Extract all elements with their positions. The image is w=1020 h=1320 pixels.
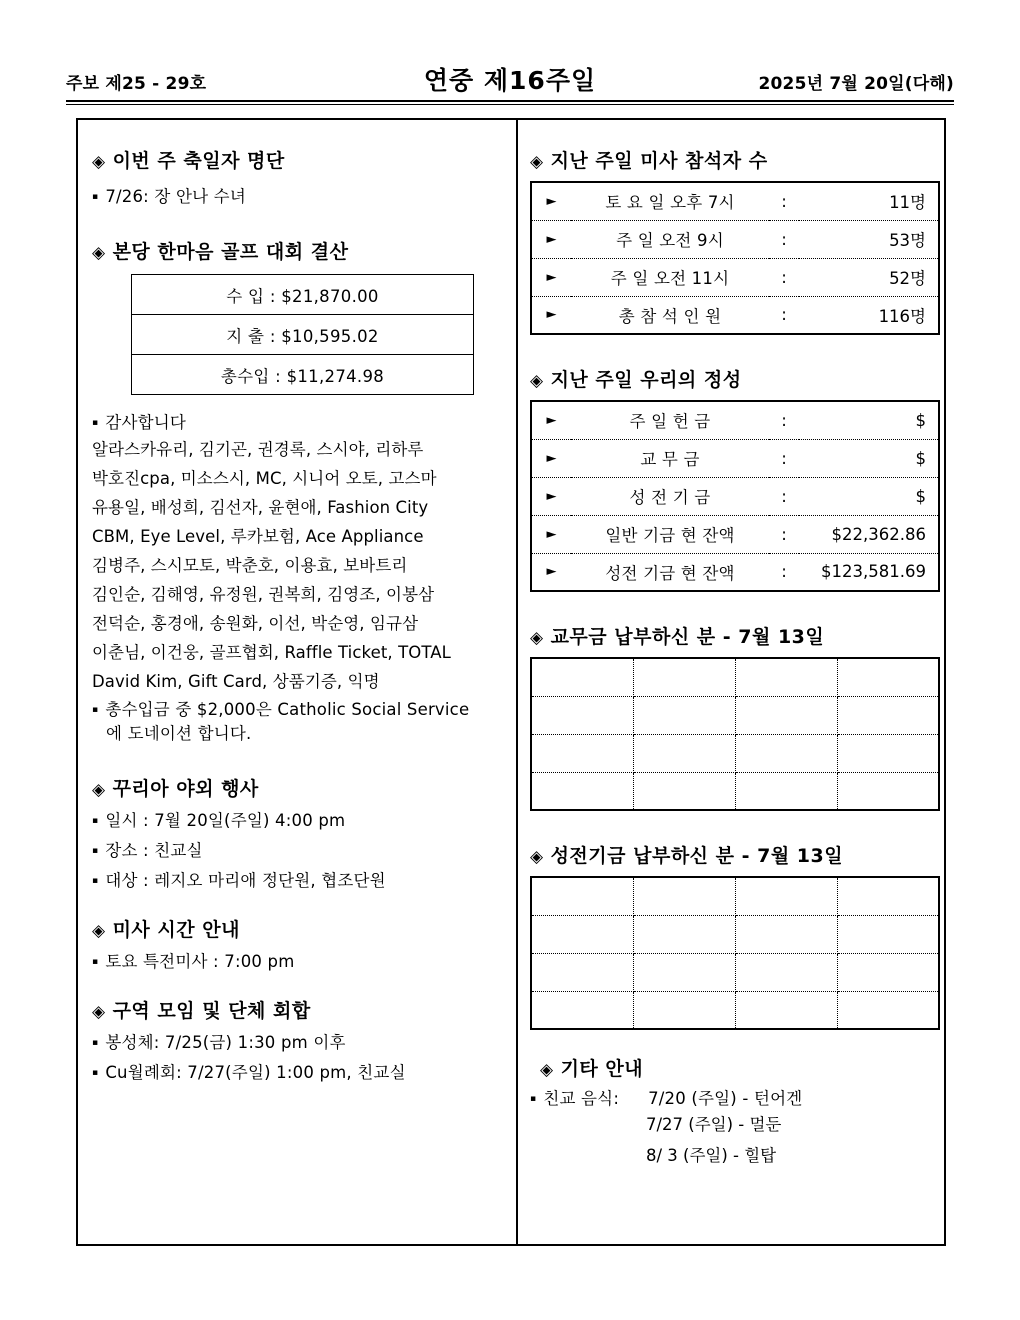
offering-value-1: $	[799, 439, 939, 477]
section-heading-mass-time	[92, 915, 502, 942]
grid-cell[interactable]	[531, 953, 633, 991]
list-item	[92, 837, 502, 861]
donor-line-0: 알라스카유리, 김기곤, 권경록, 스시야, 리하루	[92, 440, 424, 459]
table-row	[531, 515, 939, 553]
table-row	[531, 991, 939, 1029]
triangle-marker-icon: ►	[546, 412, 557, 428]
grid-cell[interactable]	[735, 696, 837, 734]
table-row	[132, 315, 474, 355]
square-bullet-icon: ▪	[92, 1038, 99, 1048]
thanks-label: 감사합니다	[105, 413, 187, 432]
list-item	[92, 183, 502, 207]
grid-cell[interactable]	[633, 658, 735, 696]
golf-result-table	[131, 274, 474, 395]
offering-table	[530, 400, 940, 592]
section-heading-offering	[530, 365, 934, 392]
grid-cell[interactable]	[633, 915, 735, 953]
curia-item-2: 대상 : 레지오 마리애 정단원, 협조단원	[105, 871, 386, 890]
table-row	[531, 401, 939, 439]
grid-cell[interactable]	[837, 991, 939, 1029]
donor-line-6: 전덕순, 홍경애, 송원화, 이선, 박순영, 임규삼	[92, 614, 419, 633]
grid-cell[interactable]	[531, 658, 633, 696]
diamond-icon: ◈	[92, 243, 106, 263]
grid-cell[interactable]	[837, 953, 939, 991]
section-title-mass-time: 미사 시간 안내	[112, 919, 240, 941]
attendance-value-1: 53명	[799, 220, 939, 258]
golf-row-net: 총수입 : $11,274.98	[132, 355, 474, 395]
meeting-item-0: 봉성체: 7/25(금) 1:30 pm 이후	[105, 1033, 346, 1052]
grid-cell[interactable]	[837, 696, 939, 734]
square-bullet-icon: ▪	[530, 1094, 537, 1104]
offering-label-3: 일반 기금 현 잔액	[571, 515, 769, 553]
thanks-label-row	[92, 409, 502, 433]
donor-line-8: David Kim, Gift Card, 상품기증, 익명	[92, 672, 380, 691]
meeting-item-1: Cu월례회: 7/27(주일) 1:00 pm, 친교실	[105, 1063, 406, 1082]
section-title-etc: 기타 안내	[560, 1058, 644, 1080]
diamond-icon: ◈	[540, 1060, 554, 1080]
attendance-label-1: 주 일 오전 9시	[571, 220, 769, 258]
table-row	[531, 439, 939, 477]
attendance-value-2: 52명	[799, 258, 939, 296]
diamond-icon: ◈	[92, 780, 106, 800]
page-header	[66, 58, 954, 94]
section-heading-feast	[92, 146, 502, 173]
temple-fund-payer-grid	[530, 876, 940, 1030]
feast-item-0: 7/26: 장 안나 수녀	[105, 187, 246, 206]
table-row	[531, 296, 939, 334]
offering-label-2: 성 전 기 금	[571, 477, 769, 515]
attendance-label-2: 주 일 오전 11시	[571, 258, 769, 296]
diamond-icon: ◈	[92, 921, 106, 941]
grid-cell[interactable]	[531, 991, 633, 1029]
grid-cell[interactable]	[633, 772, 735, 810]
attendance-colon-0: :	[781, 191, 787, 211]
section-title-attendance: 지난 주일 미사 참석자 수	[550, 150, 768, 172]
bulletin-body-frame	[76, 118, 946, 1246]
attendance-colon-1: :	[769, 220, 799, 258]
grid-cell[interactable]	[531, 696, 633, 734]
table-row	[132, 275, 474, 315]
etc-schedule-2: 8/ 3 (주일) - 힐탑	[646, 1146, 777, 1165]
grid-cell[interactable]	[837, 877, 939, 915]
table-row	[531, 953, 939, 991]
table-row	[531, 877, 939, 915]
list-item	[92, 807, 502, 831]
list-item	[92, 1029, 502, 1053]
grid-cell[interactable]	[735, 915, 837, 953]
list-item	[530, 1085, 934, 1109]
square-bullet-icon: ▪	[92, 705, 99, 715]
donation-note-row	[92, 696, 502, 720]
offering-colon-4: :	[769, 553, 799, 591]
offering-colon-1: :	[769, 439, 799, 477]
offering-colon-0: :	[781, 410, 787, 430]
header-divider-rule	[66, 100, 954, 105]
section-heading-dues	[530, 622, 934, 649]
section-title-golf: 본당 한마음 골프 대회 결산	[112, 241, 349, 263]
attendance-value-0: 11명	[889, 193, 926, 213]
offering-label-0: 주 일 헌 금	[629, 412, 711, 432]
square-bullet-icon: ▪	[92, 846, 99, 856]
offering-value-3: $22,362.86	[799, 515, 939, 553]
list-item	[92, 948, 502, 972]
offering-value-4: $123,581.69	[799, 553, 939, 591]
offering-colon-2: :	[769, 477, 799, 515]
etc-bullet-label: 친교 음식:	[543, 1089, 620, 1108]
grid-cell[interactable]	[633, 991, 735, 1029]
grid-cell[interactable]	[735, 953, 837, 991]
mass-time-item-0: 토요 특전미사 : 7:00 pm	[105, 952, 295, 971]
square-bullet-icon: ▪	[92, 1068, 99, 1078]
right-column	[518, 120, 946, 1244]
triangle-marker-icon: ►	[531, 515, 571, 553]
offering-value-2: $	[799, 477, 939, 515]
grid-cell[interactable]	[735, 877, 837, 915]
donor-line-5: 김인순, 김해영, 유정원, 권복희, 김영조, 이봉삼	[92, 585, 435, 604]
triangle-marker-icon: ►	[546, 193, 557, 209]
donor-line-3: CBM, Eye Level, 루카보험, Ace Appliance	[92, 527, 424, 546]
table-row	[531, 772, 939, 810]
table-row	[132, 355, 474, 395]
table-row	[531, 915, 939, 953]
table-row	[531, 477, 939, 515]
offering-value-0: $	[915, 410, 926, 430]
triangle-marker-icon: ►	[531, 553, 571, 591]
offering-label-1: 교 무 금	[571, 439, 769, 477]
grid-cell[interactable]	[735, 772, 837, 810]
donor-line-1: 박호진cpa, 미소스시, MC, 시니어 오토, 고스마	[92, 469, 437, 488]
bulletin-date: 2025년 7월 20일(다해)	[758, 74, 954, 94]
grid-cell[interactable]	[633, 877, 735, 915]
diamond-icon: ◈	[530, 371, 544, 391]
etc-schedule-0: 7/20 (주일) - 턴어겐	[648, 1089, 803, 1108]
table-row	[531, 734, 939, 772]
donor-line-2: 유용일, 배성희, 김선자, 윤현애, Fashion City	[92, 498, 429, 517]
diamond-icon: ◈	[530, 847, 544, 867]
square-bullet-icon: ▪	[92, 957, 99, 967]
offering-colon-3: :	[769, 515, 799, 553]
attendance-table	[530, 181, 940, 335]
section-title-temple-fund: 성전기금 납부하신 분 - 7월 13일	[550, 845, 844, 867]
section-title-offering: 지난 주일 우리의 정성	[550, 369, 742, 391]
grid-cell[interactable]	[633, 734, 735, 772]
etc-schedule-1: 7/27 (주일) - 멀둔	[646, 1115, 782, 1134]
section-title-dues: 교무금 납부하신 분 - 7월 13일	[550, 626, 825, 648]
page-title: 연중 제16주일	[423, 66, 597, 95]
grid-cell[interactable]	[735, 658, 837, 696]
table-row	[531, 182, 939, 220]
section-heading-attendance	[530, 146, 934, 173]
table-row	[531, 258, 939, 296]
donor-line-4: 김병주, 스시모토, 박춘호, 이용효, 보바트리	[92, 556, 408, 575]
square-bullet-icon: ▪	[92, 418, 99, 428]
diamond-icon: ◈	[92, 1002, 106, 1022]
donor-line-7: 이춘님, 이건웅, 골프협회, Raffle Ticket, TOTAL	[92, 643, 451, 662]
section-heading-curia	[92, 774, 502, 801]
bulletin-number: 주보 제25 - 29호	[66, 74, 207, 94]
left-column	[78, 120, 516, 1244]
section-heading-meetings	[92, 996, 502, 1023]
attendance-label-3: 총 참 석 인 원	[571, 296, 769, 334]
triangle-marker-icon: ►	[531, 258, 571, 296]
square-bullet-icon: ▪	[92, 816, 99, 826]
section-heading-golf	[92, 237, 502, 264]
donation-note-line-2: 에 도네이션 합니다.	[106, 724, 252, 743]
square-bullet-icon: ▪	[92, 876, 99, 886]
table-row	[531, 553, 939, 591]
attendance-colon-3: :	[769, 296, 799, 334]
offering-label-4: 성전 기금 현 잔액	[571, 553, 769, 591]
grid-cell[interactable]	[735, 734, 837, 772]
section-heading-etc	[530, 1054, 934, 1081]
grid-cell[interactable]	[531, 915, 633, 953]
dues-payer-grid	[530, 657, 940, 811]
attendance-value-3: 116명	[799, 296, 939, 334]
table-row	[531, 220, 939, 258]
square-bullet-icon: ▪	[92, 192, 99, 202]
grid-cell[interactable]	[531, 772, 633, 810]
grid-cell[interactable]	[531, 877, 633, 915]
grid-cell[interactable]	[735, 991, 837, 1029]
grid-cell[interactable]	[837, 772, 939, 810]
triangle-marker-icon: ►	[531, 477, 571, 515]
donor-name-list	[92, 435, 502, 696]
diamond-icon: ◈	[530, 152, 544, 172]
grid-cell[interactable]	[837, 734, 939, 772]
list-item	[92, 867, 502, 891]
diamond-icon: ◈	[92, 152, 106, 172]
golf-row-income: 수 입 : $21,870.00	[226, 286, 379, 306]
curia-item-0: 일시 : 7월 20일(주일) 4:00 pm	[105, 811, 346, 830]
golf-row-expense: 지 출 : $10,595.02	[132, 315, 474, 355]
section-title-curia: 꾸리아 야외 행사	[112, 778, 259, 800]
table-row	[531, 658, 939, 696]
attendance-colon-2: :	[769, 258, 799, 296]
triangle-marker-icon: ►	[531, 220, 571, 258]
grid-cell[interactable]	[837, 658, 939, 696]
section-title-feast: 이번 주 축일자 명단	[112, 150, 285, 172]
grid-cell[interactable]	[837, 915, 939, 953]
triangle-marker-icon: ►	[531, 439, 571, 477]
grid-cell[interactable]	[633, 953, 735, 991]
grid-cell[interactable]	[633, 696, 735, 734]
section-heading-temple-fund	[530, 841, 934, 868]
donation-note-line-1: 총수입금 중 $2,000은 Catholic Social Service	[105, 700, 470, 719]
table-row	[531, 696, 939, 734]
curia-item-1: 장소 : 친교실	[105, 841, 203, 860]
grid-cell[interactable]	[531, 734, 633, 772]
section-title-meetings: 구역 모임 및 단체 회합	[112, 1000, 311, 1022]
diamond-icon: ◈	[530, 628, 544, 648]
attendance-label-0: 토 요 일 오후 7시	[605, 193, 735, 213]
triangle-marker-icon: ►	[531, 296, 571, 334]
list-item	[92, 1059, 502, 1083]
